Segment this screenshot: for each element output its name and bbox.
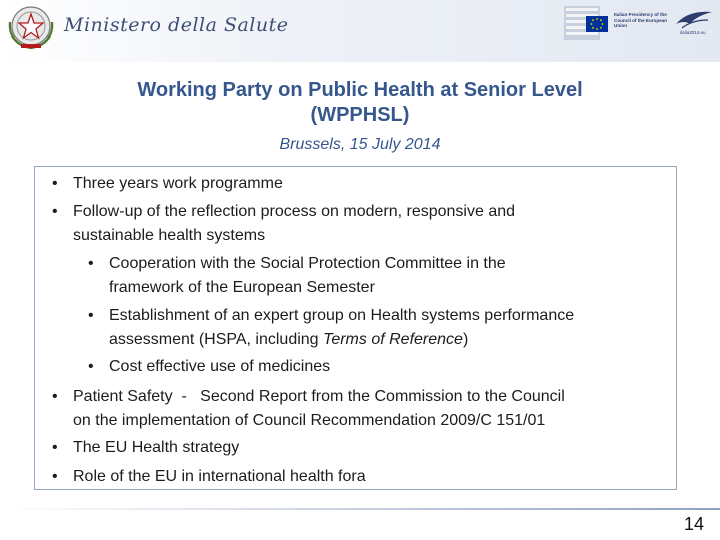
page-number: 14 (683, 514, 704, 534)
sub-bullet-item (88, 252, 506, 300)
bullet-text: The EU Health strategy (73, 439, 240, 456)
bullet-text: on the implementation of Council Recommendation 2009/C 151/01 (73, 412, 546, 429)
italian-presidency-logo (562, 2, 716, 46)
text-run: assessment (HSPA, including (109, 331, 324, 348)
text-run: ) (462, 331, 469, 348)
bullet-text: framework of the European Semester (109, 279, 375, 296)
bullet-text: Cost effective use of medicines (109, 358, 331, 375)
bullet-dot: • (52, 175, 58, 192)
italian-emblem-icon (4, 2, 58, 52)
title-line-1: Working Party on Public Health at Senior Level (137, 79, 583, 101)
bullet-dot: • (88, 255, 94, 272)
bullet-text: Role of the EU in international health fora (73, 468, 366, 485)
ministry-name: Ministero della Salute (64, 14, 289, 36)
bullet-dot: • (52, 439, 58, 456)
bullet-item (52, 465, 366, 489)
bullet-text: Three years work programme (73, 175, 283, 192)
sub-bullet-item (88, 304, 574, 352)
bullet-text: Establishment of an expert group on Health systems performance (109, 307, 575, 324)
sub-bullet-item (88, 355, 330, 379)
bullet-text: Patient Safety - Second Report from the Commission to the Council (73, 388, 565, 405)
bullet-item (52, 436, 239, 460)
presidency-url: italia2014.eu (680, 30, 706, 35)
bullet-dot: • (52, 388, 58, 405)
terms-of-reference-italic: Terms of Reference (323, 331, 463, 348)
title-line-2: (WPPHSL) (310, 104, 410, 126)
slide-title (60, 78, 660, 128)
bullet-text: Cooperation with the Social Protection Committee in the (109, 255, 506, 272)
swallow-logo-icon (674, 6, 714, 32)
bullet-item (52, 200, 515, 248)
slide-subtitle: Brussels, 15 July 2014 (279, 136, 441, 153)
bullet-text-line-2 (88, 328, 574, 352)
bullet-item (52, 172, 283, 196)
bullet-text: sustainable health systems (73, 227, 266, 244)
bullet-dot: • (88, 307, 94, 324)
bullet-text: Follow-up of the reflection process on modern, responsive and (73, 203, 516, 220)
footer-line (0, 508, 720, 510)
bullet-dot: • (52, 468, 58, 485)
eu-flag-icon (586, 16, 608, 32)
bullet-dot: • (52, 203, 58, 220)
bullet-dot: • (88, 358, 94, 375)
presidency-text: Italian Presidency of the Council of the European Union (614, 12, 668, 29)
bullet-item (52, 385, 565, 433)
